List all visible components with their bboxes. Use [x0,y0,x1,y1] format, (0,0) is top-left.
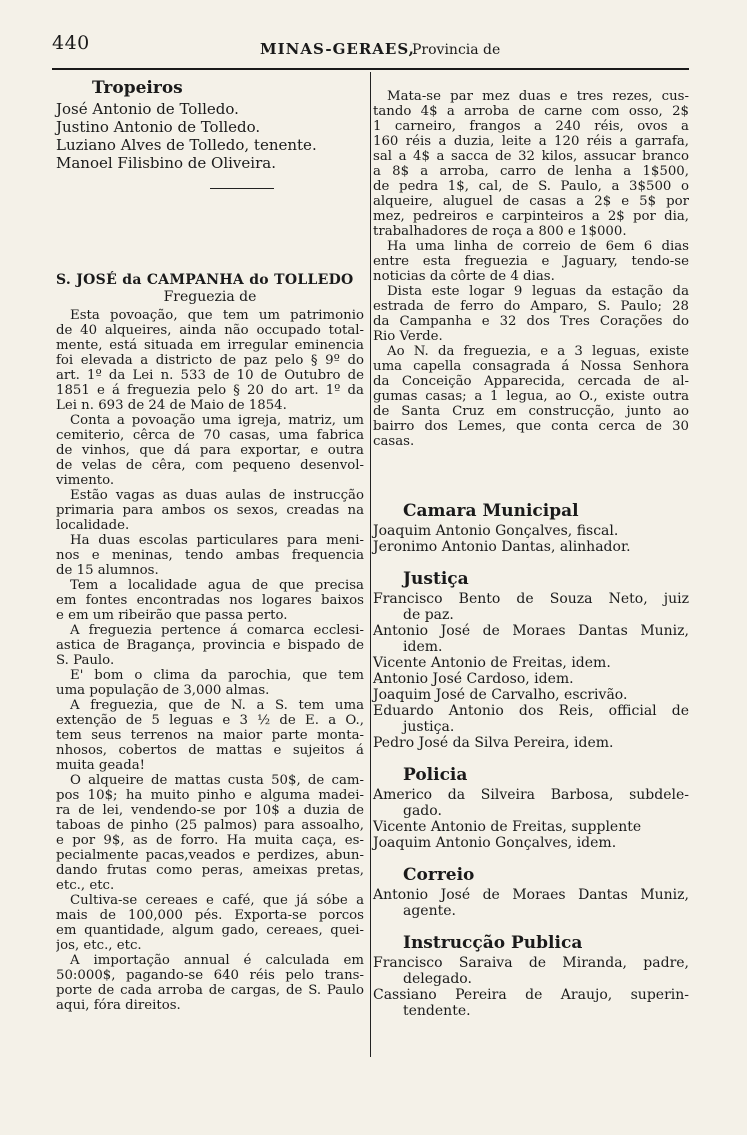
text-line: A freguezia pertence á comarca ecclesi- [70,623,364,638]
text-line: em fontes encontradas nos logares baixos [56,593,364,608]
text-line: nhosos, cobertos de mattas e sujeitos á [56,743,364,758]
text-line: Cultiva-se cereaes e café, que já sóbe a [70,893,364,908]
text-line: Tem a localidade agua de que precisa [70,578,364,593]
text-line: 160 réis a duzia, leite a 120 réis a garrafa, [373,134,689,149]
text-line: etc., etc. [56,878,115,893]
text-line: mez, pedreiros e carpinteiros a 2$ por dia, [373,209,689,224]
directory-entry [373,787,689,819]
text-line: aqui, fóra direitos. [56,998,181,1013]
text-line: sal a 4$ a sacca de 32 kilos, assucar branco [373,149,689,164]
text-line: Ha uma linha de correio de 6em 6 dias [387,239,689,254]
text-line: de vinhos, que dá para exportar, e outra [56,443,364,458]
text-line: Lei n. 693 de 24 de Maio de 1854. [56,398,287,413]
text-line: de velas de cêra, com pequeno desenvol- [56,458,364,473]
tropeiros-list [56,100,364,172]
text-line: pos 10$; ha muito pinho e alguma madei- [56,788,364,803]
directory-entry [373,819,689,835]
directory-entry [373,835,689,851]
section-rule [210,188,274,189]
running-subtitle: Provincia de [412,42,501,58]
text-line: S. Paulo. [56,653,115,668]
text-line: bairro dos Lemes, que conta cerca de 30 [373,419,689,434]
entry-line: Antonio José de Moraes Dantas Muniz, [373,887,689,903]
entry-line: Vicente Antonio de Freitas, idem. [373,655,611,671]
text-line: uma capella consagrada á Nossa Senhora [373,359,689,374]
header-rule [52,68,689,70]
text-line: Rio Verde. [373,329,443,344]
text-line: Ha duas escolas particulares para meni- [70,533,364,548]
entry-line: Americo da Silveira Barbosa, subdele- [373,787,689,803]
entry-continuation: de paz. [403,607,454,623]
directory-entry [373,671,689,687]
directory-entry [373,887,689,919]
camara-heading: Camara Municipal [403,501,579,521]
entry-continuation: tendente. [403,1003,471,1019]
left-column [56,78,364,1013]
text-line: estrada de ferro do Amparo, S. Paulo; 28 [373,299,689,314]
instrucao-heading: Instrucção Publica [403,933,583,953]
text-line: mente, está situada em irregular eminencia [56,338,364,353]
tropeiro-name: José Antonio de Tolledo. [56,100,239,118]
text-line: uma população de 3,000 almas. [56,683,270,698]
text-line: Estão vagas as duas aulas de instrucção [70,488,364,503]
text-line: Dista este logar 9 leguas da estação da [387,284,689,299]
entry-continuation: agente. [403,903,456,919]
entry-line: Joaquim José de Carvalho, escrivão. [373,687,628,703]
correio-list [373,887,689,919]
right-body-text [373,89,689,449]
text-line: da Campanha e 32 dos Tres Corações do [373,314,689,329]
text-line: em quantidade, algum gado, cereaes, quei- [56,923,364,938]
text-line: cemiterio, cêrca de 70 casas, uma fabrica [56,428,364,443]
text-line: de 15 alumnos. [56,563,159,578]
directory-entry [373,735,689,751]
entry-line: Joaquim Antonio Gonçalves, idem. [373,835,617,851]
entry-continuation: justiça. [403,719,455,735]
text-line: taboas de pinho (25 palmos) para assoalho, [56,818,364,833]
camara-list [373,523,689,555]
text-line: entre esta freguezia e Jaguary, tendo-se [373,254,689,269]
directory-entry [373,523,689,539]
correio-heading: Correio [403,865,475,885]
text-line: art. 1º da Lei n. 533 de 10 de Outubro de [56,368,364,383]
entry-line: Vicente Antonio de Freitas, supplente [373,819,642,835]
text-line: primaria para ambos os sexos, creadas na [56,503,364,518]
entry-line: Pedro José da Silva Pereira, idem. [373,735,614,751]
running-title: MINAS-GERAES, [260,40,415,58]
text-line: alqueire, aluguel de casas a 2$ e 5$ por [373,194,689,209]
text-line: nos e meninas, tendo ambas frequencia [56,548,364,563]
entry-line: Francisco Bento de Souza Neto, juiz [373,591,689,607]
text-line: O alqueire de mattas custa 50$, de cam- [70,773,364,788]
text-line: trabalhadores de roça a 800 e 1$000. [373,224,627,239]
entry-continuation: gado. [403,803,442,819]
text-line: extenção de 5 leguas e 3 ½ de E. a O., [56,713,364,728]
text-line: dando frutas como peras, ameixas pretas, [56,863,364,878]
tropeiro-name: Justino Antonio de Tolledo. [56,118,261,136]
left-body-text [56,308,364,1013]
directory-entry [373,655,689,671]
text-line: pecialmente pacas,veados e perdizes, abun- [56,848,364,863]
text-line: tem seus terrenos na maior parte monta- [56,728,364,743]
text-line: da Conceição Apparecida, cercada de al- [373,374,689,389]
text-line: de pedra 1$, cal, de S. Paulo, a 3$500 o [373,179,689,194]
entry-line: Joaquim Antonio Gonçalves, fiscal. [373,523,619,539]
policia-heading: Policia [403,765,468,785]
directory-entry [373,591,689,623]
entry-line: Jeronimo Antonio Dantas, alinhador. [373,539,631,555]
policia-list [373,787,689,851]
directory-entry [373,539,689,555]
text-line: Esta povoação, que tem um patrimonio [70,308,364,323]
text-line: ra de lei, vendendo-se por 10$ a duzia de [56,803,364,818]
directory-entry [373,987,689,1019]
text-line: de Santa Cruz em construcção, junto ao [373,404,689,419]
entry-line: Cassiano Pereira de Araujo, superin- [373,987,689,1003]
entry-continuation: idem. [403,639,443,655]
text-line: Mata-se par mez duas e tres rezes, cus- [387,89,689,104]
text-line: porte de cada arroba de cargas, de S. Paulo [56,983,364,998]
place-heading: S. JOSÉ da CAMPANHA do TOLLEDO [56,272,354,288]
text-line: 1 carneiro, frangos a 240 réis, ovos a [373,119,689,134]
directory-entry [373,703,689,735]
tropeiro-name: Manoel Filisbino de Oliveira. [56,154,276,172]
entry-line: Eduardo Antonio dos Reis, official de [373,703,689,719]
directory-entry [373,687,689,703]
text-line: 1851 e á freguezia pelo § 20 do art. 1º da [56,383,364,398]
text-line: A importação annual é calculada em [70,953,364,968]
text-line: a 8$ a arroba, carro de lenha a 1$500, [373,164,689,179]
entry-line: Antonio José de Moraes Dantas Muniz, [373,623,689,639]
entry-continuation: delegado. [403,971,472,987]
entry-line: Francisco Saraiva de Miranda, padre, [373,955,689,971]
text-line: mais de 100,000 pés. Exporta-se porcos [56,908,364,923]
text-line: tando 4$ a arroba de carne com osso, 2$ [373,104,689,119]
place-subheading: Freguezia de [163,289,257,305]
directory-entry [373,623,689,655]
text-line: A freguezia, que de N. a S. tem uma [70,698,364,713]
column-divider [370,72,371,1057]
page-number: 440 [52,32,90,54]
text-line: E' bom o clima da parochia, que tem [70,668,364,683]
right-column [373,89,689,1019]
text-line: foi elevada a districto de paz pelo § 9º do [56,353,364,368]
text-line: e em um ribeirão que passa perto. [56,608,288,623]
text-line: 50:000$, pagando-se 640 réis pelo trans- [56,968,364,983]
directory-entry [373,955,689,987]
text-line: casas. [373,434,415,449]
tropeiros-heading: Tropeiros [92,78,183,98]
text-line: e por 9$, as de forro. Ha muita caça, es- [56,833,364,848]
instrucao-list [373,955,689,1019]
text-line: Ao N. da freguezia, e a 3 leguas, existe [387,344,689,359]
text-line: de 40 alqueires, ainda não occupado total- [56,323,364,338]
text-line: jos, etc., etc. [56,938,142,953]
text-line: localidade. [56,518,130,533]
tropeiro-name: Luziano Alves de Tolledo, tenente. [56,136,317,154]
text-line: vimento. [56,473,115,488]
text-line: Conta a povoação uma igreja, matriz, um [70,413,364,428]
justica-list [373,591,689,751]
justica-heading: Justiça [403,569,469,589]
entry-line: Antonio José Cardoso, idem. [373,671,574,687]
text-line: gumas casas; a 1 legua, ao O., existe outra [373,389,689,404]
text-line: muita geada! [56,758,146,773]
text-line: noticias da côrte de 4 dias. [373,269,555,284]
text-line: astica de Bragança, provincia e bispado de [56,638,364,653]
